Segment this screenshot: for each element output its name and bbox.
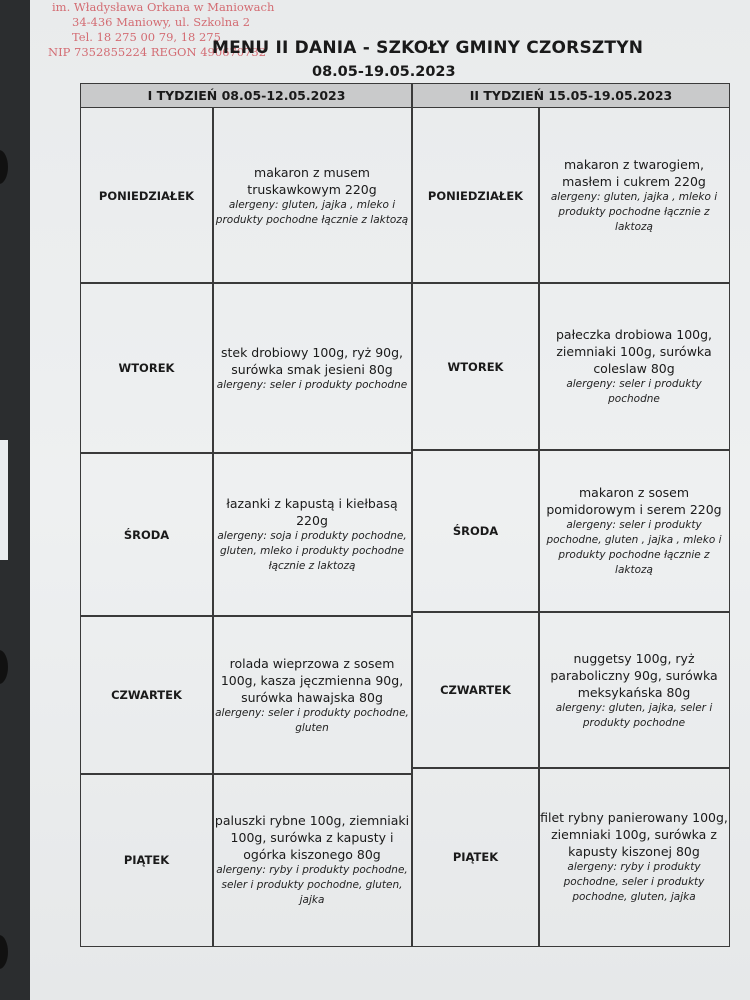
week1-day-label: ŚRODA <box>123 527 170 542</box>
page-title: MENU II DANIA - SZKOŁY GMINY CZORSZTYN <box>212 38 644 58</box>
dish-text: filet rybny panierowany 100g, ziemniaki 100g, surówka z kapusty kiszonej 80g <box>540 810 728 859</box>
week1-meal-cell <box>213 775 411 945</box>
week2-meal-cell <box>540 451 728 611</box>
dish-text: nuggetsy 100g, ryż paraboliczny 90g, surówka meksykańska 80g <box>550 650 718 700</box>
week-2-header: II TYDZIEŃ 15.05-19.05.2023 <box>413 84 729 108</box>
menu-table <box>80 83 730 947</box>
week2-meal-cell <box>540 613 728 767</box>
week-1-header: I TYDZIEŃ 08.05-12.05.2023 <box>81 84 412 108</box>
allergen-text: alergeny: seler i produkty pochodne <box>216 378 408 391</box>
dish-text: stek drobiowy 100g, ryż 90g, surówka smak jesieni 80g <box>220 344 404 377</box>
week1-meal-cell <box>213 284 411 452</box>
week1-meal-cell <box>213 617 411 773</box>
week2-day-label: WTOREK <box>447 359 504 374</box>
binder-label-strip <box>0 440 8 560</box>
allergen-text: alergeny: gluten, jajka, seler i produkty pochodne <box>555 701 713 729</box>
week2-meal-cell <box>540 109 728 282</box>
week2-meal-cell <box>540 284 728 449</box>
dish-text: pałeczka drobiowa 100g, ziemniaki 100g, surówka coleslaw 80g <box>555 327 713 376</box>
allergen-text: alergeny: seler i produkty pochodne, gluten , jajka , mleko i produkty pochodne łącznie z laktozą <box>546 519 722 576</box>
dish-text: rolada wieprzowa z sosem 100g, kasza jęczmienna 90g, surówka hawajska 80g <box>220 655 404 705</box>
week2-day-label: PIĄTEK <box>452 850 499 864</box>
week1-day-label: CZWARTEK <box>111 688 182 702</box>
week1-meal-cell <box>213 109 411 282</box>
week2-day-label: CZWARTEK <box>440 683 511 697</box>
allergen-text: alergeny: seler i produkty pochodne, gluten <box>215 706 409 734</box>
allergen-text: alergeny: gluten, jajka , mleko i produkty pochodne łącznie z laktozą <box>215 198 409 226</box>
dish-text: makaron z twarogiem, masłem i cukrem 220g <box>562 157 706 189</box>
week2-day-label: ŚRODA <box>452 524 499 538</box>
stamp-line-3: Tel. 18 275 00 79, 18 275 <box>72 30 221 44</box>
stamp-line-2: 34-436 Maniowy, ul. Szkolna 2 <box>72 15 251 29</box>
week2-day-label: PONIEDZIAŁEK <box>427 188 524 203</box>
stamp-line-4: NIP 7352855224 REGON 490670732 <box>48 45 267 59</box>
dish-text: makaron z sosem pomidorowym i serem 220g <box>546 485 722 517</box>
week1-meal-cell <box>213 454 411 615</box>
page-dates: 08.05-19.05.2023 <box>312 64 456 80</box>
week1-day-label: WTOREK <box>118 361 175 375</box>
allergen-text: alergeny: ryby i produkty pochodne, seler i produkty pochodne, gluten, jajka <box>216 864 408 906</box>
week1-day-label: PIĄTEK <box>123 853 170 867</box>
week2-meal-cell <box>540 769 728 945</box>
dish-text: łazanki z kapustą i kiełbasą 220g <box>226 496 398 528</box>
allergen-text: alergeny: gluten, jajka , mleko i produkty pochodne łącznie z laktozą <box>550 191 718 233</box>
punch-hole <box>0 935 8 969</box>
dish-text: paluszki rybne 100g, ziemniaki 100g, surówka z kapusty i ogórka kiszonego 80g <box>214 813 410 862</box>
stamp-line-1: im. Władysława Orkana w Maniowach <box>52 0 275 14</box>
allergen-text: alergeny: ryby i produkty pochodne, seler i produkty pochodne, gluten, jajka <box>563 861 705 903</box>
week1-day-label: PONIEDZIAŁEK <box>98 188 195 203</box>
allergen-text: alergeny: soja i produkty pochodne, gluten, mleko i produkty pochodne łącznie z laktozą <box>217 530 407 572</box>
punch-hole <box>0 650 8 684</box>
dish-text: makaron z musem truskawkowym 220g <box>247 164 377 197</box>
allergen-text: alergeny: seler i produkty pochodne <box>566 378 702 405</box>
punch-hole <box>0 150 8 184</box>
